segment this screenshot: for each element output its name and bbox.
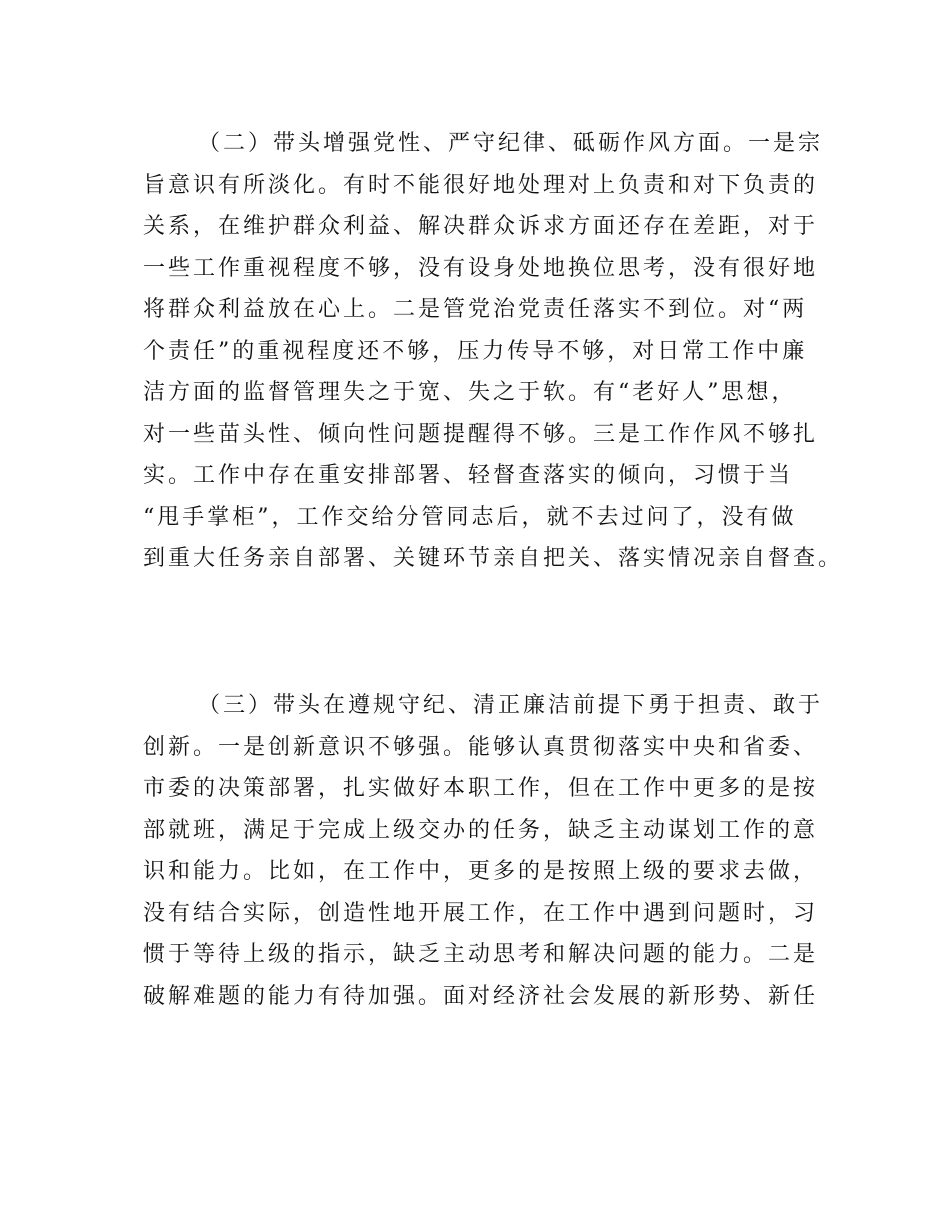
text-line: 到重大任务亲自部署、关键环节亲自把关、落实情况亲自督查。 <box>143 546 844 571</box>
text-line: 惯于等待上级的指示，缺乏主动思考和解决问题的能力。二是 <box>143 942 819 967</box>
text-line: 洁方面的监督管理失之于宽、失之于软。有“老好人”思想， <box>143 380 797 405</box>
text-line: 一些工作重视程度不够，没有设身处地换位思考，没有很好地 <box>143 255 819 281</box>
paragraph-section-3 <box>143 685 823 1017</box>
text-line: 关系，在维护群众利益、解决群众诉求方面还存在差距，对于 <box>143 214 819 239</box>
text-line: “甩手掌柜”，工作交给分管同志后，就不去过问了，没有做 <box>143 504 797 530</box>
text-line: 市委的决策部署，扎实做好本职工作，但在工作中更多的是按 <box>143 776 819 801</box>
text-line: 实。工作中存在重安排部署、轻督查落实的倾向，习惯于当 <box>143 463 794 488</box>
text-line: 破解难题的能力有待加强。面对经济社会发展的新形势、新任 <box>143 983 819 1009</box>
text-line: 将群众利益放在心上。二是管党治党责任落实不到位。对“两 <box>143 297 808 322</box>
text-line: （三）带头在遵规守纪、清正廉洁前提下勇于担责、敢于 <box>198 693 824 718</box>
text-line: 部就班，满足于完成上级交办的任务，缺乏主动谋划工作的意 <box>143 817 819 843</box>
text-line: 个责任”的重视程度还不够，压力传导不够，对日常工作中廉 <box>143 338 808 364</box>
text-line: 没有结合实际，创造性地开展工作，在工作中遇到问题时，习 <box>143 900 819 926</box>
paragraph-section-2 <box>143 123 843 580</box>
text-line: 识和能力。比如，在工作中，更多的是按照上级的要求去做， <box>143 859 819 884</box>
text-line: （二）带头增强党性、严守纪律、砥砺作风方面。一是宗 <box>198 131 824 156</box>
text-line: 创新。一是创新意识不够强。能够认真贯彻落实中央和省委、 <box>143 734 819 760</box>
text-line: 对一些苗头性、倾向性问题提醒得不够。三是工作作风不够扎 <box>143 421 819 447</box>
text-line: 旨意识有所淡化。有时不能很好地处理对上负责和对下负责的 <box>143 172 819 198</box>
